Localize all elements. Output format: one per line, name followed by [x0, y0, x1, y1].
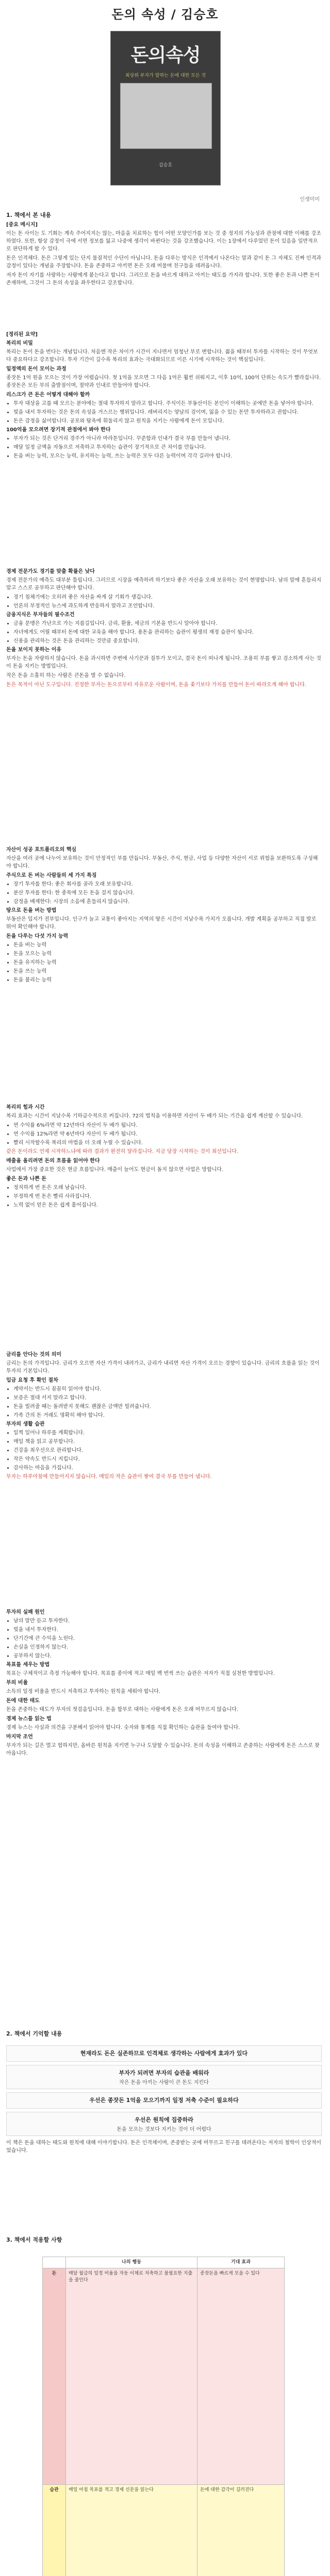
subheading: 입금 요청 후 확인 절차 — [6, 1378, 58, 1383]
list-item: • 작은 약속도 반드시 지킵니다. — [13, 1455, 322, 1463]
subheading: 매출을 올리려면 돈의 흐름을 읽어야 한다 — [6, 1158, 100, 1164]
table-row-label: 돈 — [43, 2268, 66, 2485]
section-interest — [6, 1350, 322, 1482]
table-row-label: 습관 — [43, 2485, 66, 2576]
section-assets — [6, 845, 322, 985]
list-item: • 감사하는 마음을 가집니다. — [13, 1464, 322, 1472]
paragraph: 경제 뉴스는 사실과 의견을 구분해서 읽어야 합니다. 숫자와 통계를 직접 확인하는 습관을 들여야 합니다. — [6, 1725, 240, 1731]
list-item: • 돈을 불리는 능력 — [13, 976, 322, 984]
list-item: • 매일 책을 읽고 공부합니다. — [13, 1438, 322, 1446]
list-item: • 돈을 버는 능력 — [13, 941, 322, 949]
subheading: 주식으로 돈 버는 사람들의 세 가지 특징 — [6, 873, 97, 878]
paragraph: 종잣돈 1억 원을 모으는 것이 가장 어렵습니다. 첫 1억을 모으면 그 다음 1억은 훨씬 쉬워지고, 이후 10억, 100억 단위는 속도가 빨라집니다. 종잣돈은 모든 부의 출발점이며, 절약과 인내로 만들어야 합니다. — [6, 375, 321, 388]
bullet-list — [6, 1429, 322, 1472]
subheading: 돈을 보이지 못하는 이유 — [6, 647, 62, 653]
section-heading: 3. 책에서 적용할 사항 — [6, 2236, 62, 2243]
section-summary — [6, 330, 322, 461]
subheading: 부자의 생활 습관 — [6, 1421, 45, 1427]
bullet-list — [6, 1385, 322, 1419]
table-cell: 매일 아침 목표를 적고 경제 신문을 읽는다 — [66, 2485, 197, 2576]
highlight-text: 부자는 하루아침에 만들어지지 않습니다. 매일의 작은 습관이 쌓여 결국 부를 만들어 냅니다. — [6, 1474, 212, 1480]
list-item: • 부자가 되는 것은 단거리 경주가 아니라 마라톤입니다. 꾸준함과 인내가 결국 부를 만들어 냅니다. — [13, 435, 322, 443]
paragraph: 작은 돈을 소홀히 하는 사람은 큰돈을 벌 수 없습니다. — [6, 673, 126, 679]
table-cell: 돈에 대한 감각이 길러진다 — [197, 2485, 285, 2576]
list-item: • 경기 침체기에는 오히려 좋은 자산을 싸게 살 기회가 생깁니다. — [13, 594, 322, 601]
subheading: 땅으로 돈을 버는 방법 — [6, 908, 57, 913]
bullet-list — [6, 594, 322, 610]
bullet-list — [6, 1617, 322, 1660]
bullet-list — [6, 1184, 322, 1209]
list-item: • 돈을 쓰는 능력 — [13, 968, 322, 975]
paragraph: 이는 돈 사이는 도 기회는 계속 주어지지는 않는, 마음을 치료하는 힘이 어떤 모양인가를 보는 것 중 정지의 가능성과 관점에 대한 이해를 강조하였다. 또한, 항상 감정이 극에 서면 정보를 잃고 나중에 생각이 바뀐다는 것을 강조했습니다. 이는 1장에서 다루었던 돈이 있음을 일반적으로 판단하게 할 수 있다. — [6, 231, 321, 252]
paragraph: 돈은 인격체다. 돈은 그렇게 있는 단지 물질적인 수단이 아닙니다. 돈을 다루는 방식은 인격에서 나온다는 말과 같이 돈 그 자체도 진짜 인격과 감정이 있다는 개념을 주장합니다. 돈을 존중하고 아끼면 돈은 오래 머물며 친구들을 데려옵니다. — [6, 256, 321, 269]
bullet-list — [6, 880, 322, 906]
paragraph: 금리는 돈의 가격입니다. 금리가 오르면 자산 가격이 내려가고, 금리가 내리면 자산 가격이 오르는 경향이 있습니다. 금리의 흐름을 읽는 것이 투자의 기본입니다. — [6, 1361, 320, 1374]
section-remember — [6, 2030, 322, 2040]
list-item: • 연 수익률 12%라면 약 6년마다 자산이 두 배가 됩니다. — [13, 1130, 322, 1138]
paragraph: 경제 전문가의 예측도 대부분 틀립니다. 그러므로 시장을 예측하려 하기보다 좋은 자산을 오래 보유하는 것이 현명합니다. 남의 말에 흔들리지 말고 스스로 공부하고 판단해야 합니다. — [6, 578, 322, 591]
subheading: 목표를 세우는 방법 — [6, 1662, 50, 1668]
list-item: • 일찍 일어나 하루를 계획합니다. — [13, 1429, 322, 1437]
list-item: • 돈을 버는 능력, 모으는 능력, 유지하는 능력, 쓰는 능력은 모두 다른 능력이며 각각 길러야 합니다. — [13, 452, 322, 460]
bullet-list — [6, 400, 322, 425]
list-item: • 돈은 감정을 싫어합니다. 공포와 탐욕에 휘둘리지 않고 원칙을 지키는 사람에게 돈이 모입니다. — [13, 417, 322, 425]
table-cell: 종잣돈을 빠르게 모을 수 있다 — [197, 2268, 285, 2485]
book-cover — [110, 31, 221, 185]
paragraph: 복리는 돈이 돈을 번다는 개념입니다. 처음엔 작은 차이가 시간이 지나면서 엄청난 부로 변합니다. 젊을 때부터 투자를 시작하는 것이 무엇보다 중요하다고 강조합니다. 투자 기간이 길수록 복리의 효과는 극대화되므로 이른 시기에 시작하는 것이 핵심입니다. — [6, 349, 318, 363]
quote-boxes — [6, 2045, 322, 2156]
subheading: 금융지식은 부자들의 필수조건 — [6, 612, 75, 618]
list-item: • 정직하게 번 돈은 오래 남습니다. — [13, 1184, 322, 1192]
list-item: • 부정하게 번 돈은 빨리 사라집니다. — [13, 1193, 322, 1200]
list-item: • 돈을 유지하는 능력 — [13, 959, 322, 967]
section-heading: 2. 책에서 기억할 내용 — [6, 2030, 62, 2037]
quote-text: 우선은 원칙에 집중하라 — [135, 2116, 193, 2123]
paragraph: 돈을 존중하는 태도가 부자의 첫걸음입니다. 돈을 함부로 대하는 사람에게 돈은 오래 머무르지 않습니다. — [6, 1707, 239, 1713]
paragraph: 부자가 되는 길은 멀고 험하지만, 올바른 원칙을 지키면 누구나 도달할 수 있습니다. 돈의 속성을 이해하고 존중하는 사람에게 돈은 스스로 찾아옵니다. — [6, 1743, 320, 1756]
list-item: • 빨리 시작할수록 복리의 마법을 더 오래 누릴 수 있습니다. — [13, 1139, 322, 1147]
list-item: • 신용을 관리하는 것은 돈을 관리하는 것만큼 중요합니다. — [13, 637, 322, 645]
subheading: [중요 메시지] — [6, 222, 38, 228]
list-item: • 감정을 배제한다: 시장의 소음에 흔들리지 않습니다. — [13, 898, 322, 906]
quote-box — [6, 2065, 322, 2089]
subheading: 투자의 실패 원인 — [6, 1609, 45, 1615]
subheading: 일정액의 돈이 모이는 과정 — [6, 366, 67, 372]
paragraph: 부동산은 입지가 전부입니다. 인구가 늘고 교통이 좋아지는 지역의 땅은 시간이 지날수록 가치가 오릅니다. 개발 계획을 공부하고 직접 발로 뛰어 확인해야 합니다. — [6, 917, 317, 930]
list-item: • 단기간에 큰 수익을 노린다. — [13, 1635, 322, 1642]
paragraph: 사업에서 가장 중요한 것은 현금 흐름입니다. 매출이 늘어도 현금이 돌지 않으면 사업은 망합니다. — [6, 1167, 224, 1173]
quote-box — [6, 2112, 322, 2136]
paragraph: 목표는 구체적이고 측정 가능해야 합니다. 목표를 종이에 적고 매일 백 번씩 쓰는 습관은 저자가 직접 실천한 방법입니다. — [6, 1671, 275, 1676]
subheading: 복리의 힘과 시간 — [6, 1105, 45, 1110]
list-item: • 공부하지 않는다. — [13, 1652, 322, 1660]
paragraph: 자산을 여러 곳에 나누어 보유하는 것이 안정적인 부를 만듭니다. 부동산, 주식, 현금, 사업 등 다양한 자산이 서로 위험을 보완하도록 구성해야 합니다. — [6, 856, 318, 869]
table-header-row — [43, 2257, 285, 2268]
quote-text: 현재라도 돈은 실존하므로 인격체로 생각하는 사람에게 효과가 있다 — [80, 2050, 248, 2057]
bullet-list — [6, 1122, 322, 1147]
list-item: • 금융 문맹은 가난으로 가는 지름길입니다. 금리, 환율, 세금의 기본을 반드시 알아야 합니다. — [13, 620, 322, 628]
list-item: • 건강을 최우선으로 관리합니다. — [13, 1447, 322, 1454]
list-item: • 자녀에게도 어릴 때부터 돈에 대한 교육을 해야 합니다. 용돈을 관리하는 습관이 평생의 재정 습관이 됩니다. — [13, 629, 322, 636]
list-item: • 보증은 절대 서지 말라고 합니다. — [13, 1394, 322, 1402]
subheading: 마지막 조언 — [6, 1734, 33, 1740]
quote-box — [6, 2092, 322, 2109]
section-heading: 1. 책에서 본 내용 — [6, 212, 52, 218]
list-item: • 돈을 빌려줄 때는 돌려받지 못해도 괜찮은 금액만 빌려줍니다. — [13, 1403, 322, 1411]
list-item: • 투자 대상을 고를 때 모르는 분야에는 절대 투자하지 말라고 합니다. 주식이든 부동산이든 본인이 이해하는 곳에만 돈을 넣어야 합니다. — [13, 400, 322, 408]
cover-subtitle: 최상위 부자가 말하는 돈에 대한 모든 것 — [125, 73, 206, 78]
subheading: 돈에 대한 태도 — [6, 1698, 40, 1704]
table-header-cell: 기대 효과 — [197, 2257, 285, 2268]
list-item: • 연 수익률 6%라면 약 12년마다 자산이 두 배가 됩니다. — [13, 1122, 322, 1129]
list-item: • 계약서는 반드시 꼼꼼히 읽어야 합니다. — [13, 1385, 322, 1393]
subheading: [정리된 요약] — [6, 332, 38, 337]
section-compound — [6, 1103, 322, 1210]
quote-subtext: 작은 돈을 아끼는 사람이 큰 돈도 지킨다 — [119, 2080, 209, 2086]
subheading: 100억을 모으려면 장기적 관점에서 봐야 한다 — [6, 427, 111, 433]
table-row — [43, 2485, 285, 2576]
subheading: 부의 비율 — [6, 1680, 28, 1686]
subheading: 금리를 안다는 것의 의미 — [6, 1352, 62, 1358]
list-item: • 손실을 인정하지 않는다. — [13, 1643, 322, 1651]
list-item: • 분산 투자를 한다: 한 종목에 모든 돈을 걸지 않습니다. — [13, 889, 322, 897]
page-title: 돈의 속성 / 김승호 — [111, 7, 219, 22]
list-item: • 언론의 부정적인 뉴스에 과도하게 반응하지 말라고 조언합니다. — [13, 602, 322, 610]
list-item: • 빚을 내서 투자하는 것은 돈의 속성을 거스르는 행위입니다. 레버리지는 양날의 검이며, 잃을 수 있는 돈만 투자하라고 권합니다. — [13, 409, 322, 416]
subheading: 경제 뉴스를 읽는 법 — [6, 1716, 52, 1722]
list-item: • 매달 일정 금액을 자동으로 저축하고 투자하는 습관이 장기적으로 큰 차이를 만듭니다. — [13, 444, 322, 451]
subheading: 리스크가 큰 돈은 어떻게 대해야 할까 — [6, 392, 90, 398]
table-header-cell: 나의 행동 — [66, 2257, 197, 2268]
table-header-cell — [43, 2257, 66, 2268]
paragraph: 이 책은 돈을 대하는 태도와 원칙에 대해 이야기합니다. 돈은 인격체이며, 존중받는 곳에 머무르고 친구를 데려온다는 저자의 철학이 인상적이었습니다. — [6, 2140, 322, 2154]
section-failure — [6, 1607, 322, 1759]
apply-table-wrap — [6, 2257, 322, 2576]
quote-text: 우선은 종잣돈 1억을 모으기까지 일정 저축 수준이 필요하다 — [89, 2097, 239, 2104]
section-apply — [6, 2236, 322, 2246]
quote-box — [6, 2045, 322, 2062]
list-item: • 남의 말만 듣고 투자한다. — [13, 1617, 322, 1625]
list-item: • 장기 투자를 한다: 좋은 회사를 골라 오래 보유합니다. — [13, 880, 322, 888]
paragraph: 저자 돈이 자기를 사랑하는 사람에게 붙는다고 합니다. 그러므로 돈을 바르게 대하고 아끼는 태도를 가지라 합니다. 또한 좋은 돈과 나쁜 돈이 존재하며, 그것이 그 돈의 속성을 좌우한다고 강조합니다. — [6, 273, 320, 286]
list-item: • 빚을 내서 투자한다. — [13, 1626, 322, 1634]
section-book-content — [6, 211, 322, 289]
table-row — [43, 2268, 285, 2485]
paragraph: 소득의 일정 비율을 반드시 저축하고 투자하는 원칙을 세워야 합니다. — [6, 1689, 161, 1694]
list-item: • 돈을 모으는 능력 — [13, 950, 322, 958]
paragraph: 복리 효과는 시간이 지날수록 기하급수적으로 커집니다. 72의 법칙을 이용하면 자산이 두 배가 되는 기간을 쉽게 계산할 수 있습니다. — [6, 1113, 303, 1119]
subheading: 돈을 다루는 다섯 가지 능력 — [6, 934, 69, 939]
bullet-list — [6, 435, 322, 460]
table-cell: 매달 월급의 일정 비율을 자동 이체로 저축하고 불필요한 지출을 줄인다 — [66, 2268, 197, 2485]
quote-text: 부자가 되려면 부자의 습관을 배워라 — [119, 2070, 209, 2076]
highlight-text: 같은 돈이라도 언제 시작하느냐에 따라 결과가 완전히 달라집니다. 지금 당장 시작하는 것이 최선입니다. — [6, 1149, 239, 1155]
section-economy — [6, 567, 322, 690]
list-item: • 노력 없이 얻은 돈은 쉽게 흩어집니다. — [13, 1201, 322, 1209]
paragraph: 부자는 돈을 자랑하지 않습니다. 돈을 과시하면 주변에 사기꾼과 질투가 모이고, 결국 돈이 떠나게 됩니다. 조용히 부를 쌓고 검소하게 사는 것이 돈을 지키는 방법입니다. — [6, 656, 321, 669]
cover-image — [120, 83, 212, 149]
subheading: 경제 전문가도 경기를 맞출 확률은 낮다 — [6, 569, 95, 574]
subheading: 좋은 돈과 나쁜 돈 — [6, 1176, 47, 1182]
cover-title: 돈의속성 — [130, 45, 201, 66]
subheading: 자산이 성공 포트폴리오의 핵심 — [6, 847, 77, 853]
quote-subtext: 돈을 모으는 것보다 지키는 것이 더 어렵다 — [117, 2127, 211, 2132]
credit-text: 인생미미 — [300, 197, 320, 202]
bullet-list — [6, 941, 322, 984]
bullet-list — [6, 620, 322, 645]
cover-author: 김승호 — [158, 163, 173, 168]
list-item: • 가족 간의 돈 거래도 명확히 해야 합니다. — [13, 1412, 322, 1419]
apply-table — [42, 2257, 285, 2576]
subheading: 복리의 비밀 — [6, 341, 33, 346]
highlight-text: 돈은 목적이 아닌 도구입니다. 진정한 부자는 돈으로부터 자유로운 사람이며, 돈을 좇기보다 가치를 만들어 돈이 따라오게 해야 합니다. — [6, 682, 307, 688]
